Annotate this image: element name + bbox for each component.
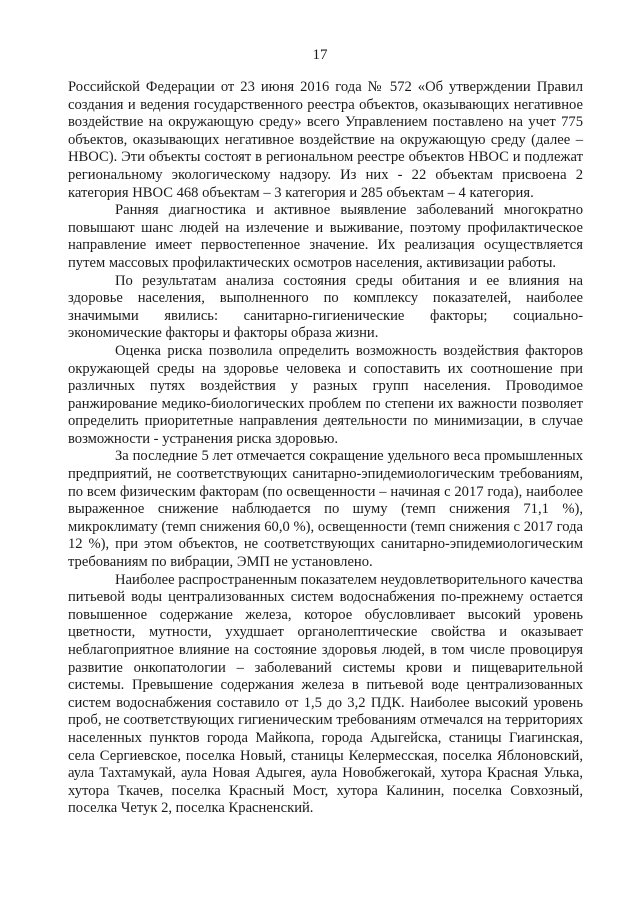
paragraph-continuation: Российской Федерации от 23 июня 2016 года № 572 «Об утверждении Правил создания и ведения государственного реестра объектов, оказывающих негативное воздействие на окружающую среду» всего Управлением поставлено на учет 775 объектов, оказывающих негативное воздействие на окружающую среду (далее – НВОС). Эти объекты состоят в региональном реестре объектов НВОС и подлежат региональному экологическому надзору. Из них - 22 объектам присвоена 2 категория НВОС 468 объектам – 3 категория и 285 объектам – 4 категория.: [68, 79, 583, 201]
paragraph-industrial-trends: За последние 5 лет отмечается сокращение удельного веса промышленных предприятий, не соответствующих санитарно-эпидемиологическим требованиям, по всем физическим факторам (по освещенности – начиная с 2017 года), наиболее выраженное снижение наблюдается по шуму (темп снижения 71,1 %), микроклимату (темп снижения 60,0 %), освещенности (темп снижения с 2017 года 12 %), при этом объектов, не соответствующих санитарно-эпидемиологическим требованиям по вибрации, ЭМП не установлено.: [68, 448, 583, 571]
page-number: 17: [312, 47, 328, 63]
document-body: [68, 79, 583, 818]
paragraph-drinking-water: Наиболее распространенным показателем неудовлетворительного качества питьевой воды централизованных систем водоснабжения по-прежнему остается повышенное содержание железа, которое обусловливает высокий уровень цветности, мутности, ухудшает органолептические свойства и оказывает неблагоприятное влияние на состояние здоровья людей, в том числе провоцируя развитие онкопатологии – заболеваний системы крови и пищеварительной системы. Превышение содержания железа в питьевой воде централизованных систем водоснабжения составило от 1,5 до 3,2 ПДК. Наиболее высокий уровень проб, не соответствующих гигиеническим требованиям отмечался на территориях населенных пунктов города Майкопа, города Адыгейска, станицы Гиагинская, села Сергиевское, поселка Новый, станицы Келермесская, поселка Яблоновский, аула Тахтамукай, аула Новая Адыгея, аула Новобжегокай, хутора Красная Улька, хутора Ткачев, поселка Красный Мост, хутора Калинин, поселка Совхозный, поселка Четук 2, поселка Красненский.: [68, 571, 583, 817]
paragraph-analysis-results: По результатам анализа состояния среды обитания и ее влияния на здоровье населения, выполненного по комплексу показателей, наиболее значимыми явились: санитарно-гигиенические факторы; социально-экономические факторы и факторы образа жизни.: [68, 272, 583, 342]
paragraph-risk-assessment: Оценка риска позволила определить возможность воздействия факторов окружающей среды на здоровье человека и сопоставить их соотношение при различных путях воздействия у разных групп населения. Проводимое ранжирование медико-биологических проблем по степени их важности позволяет определить приоритетные направления деятельности по минимизации, в случае возможности - устранения риска здоровью.: [68, 342, 583, 447]
paragraph-early-diagnostics: Ранняя диагностика и активное выявление заболеваний многократно повышают шанс людей на излечение и выживание, поэтому профилактическое направление имеет первостепенное значение. Их реализация осуществляется путем массовых профилактических осмотров населения, активизации работы.: [68, 202, 583, 271]
